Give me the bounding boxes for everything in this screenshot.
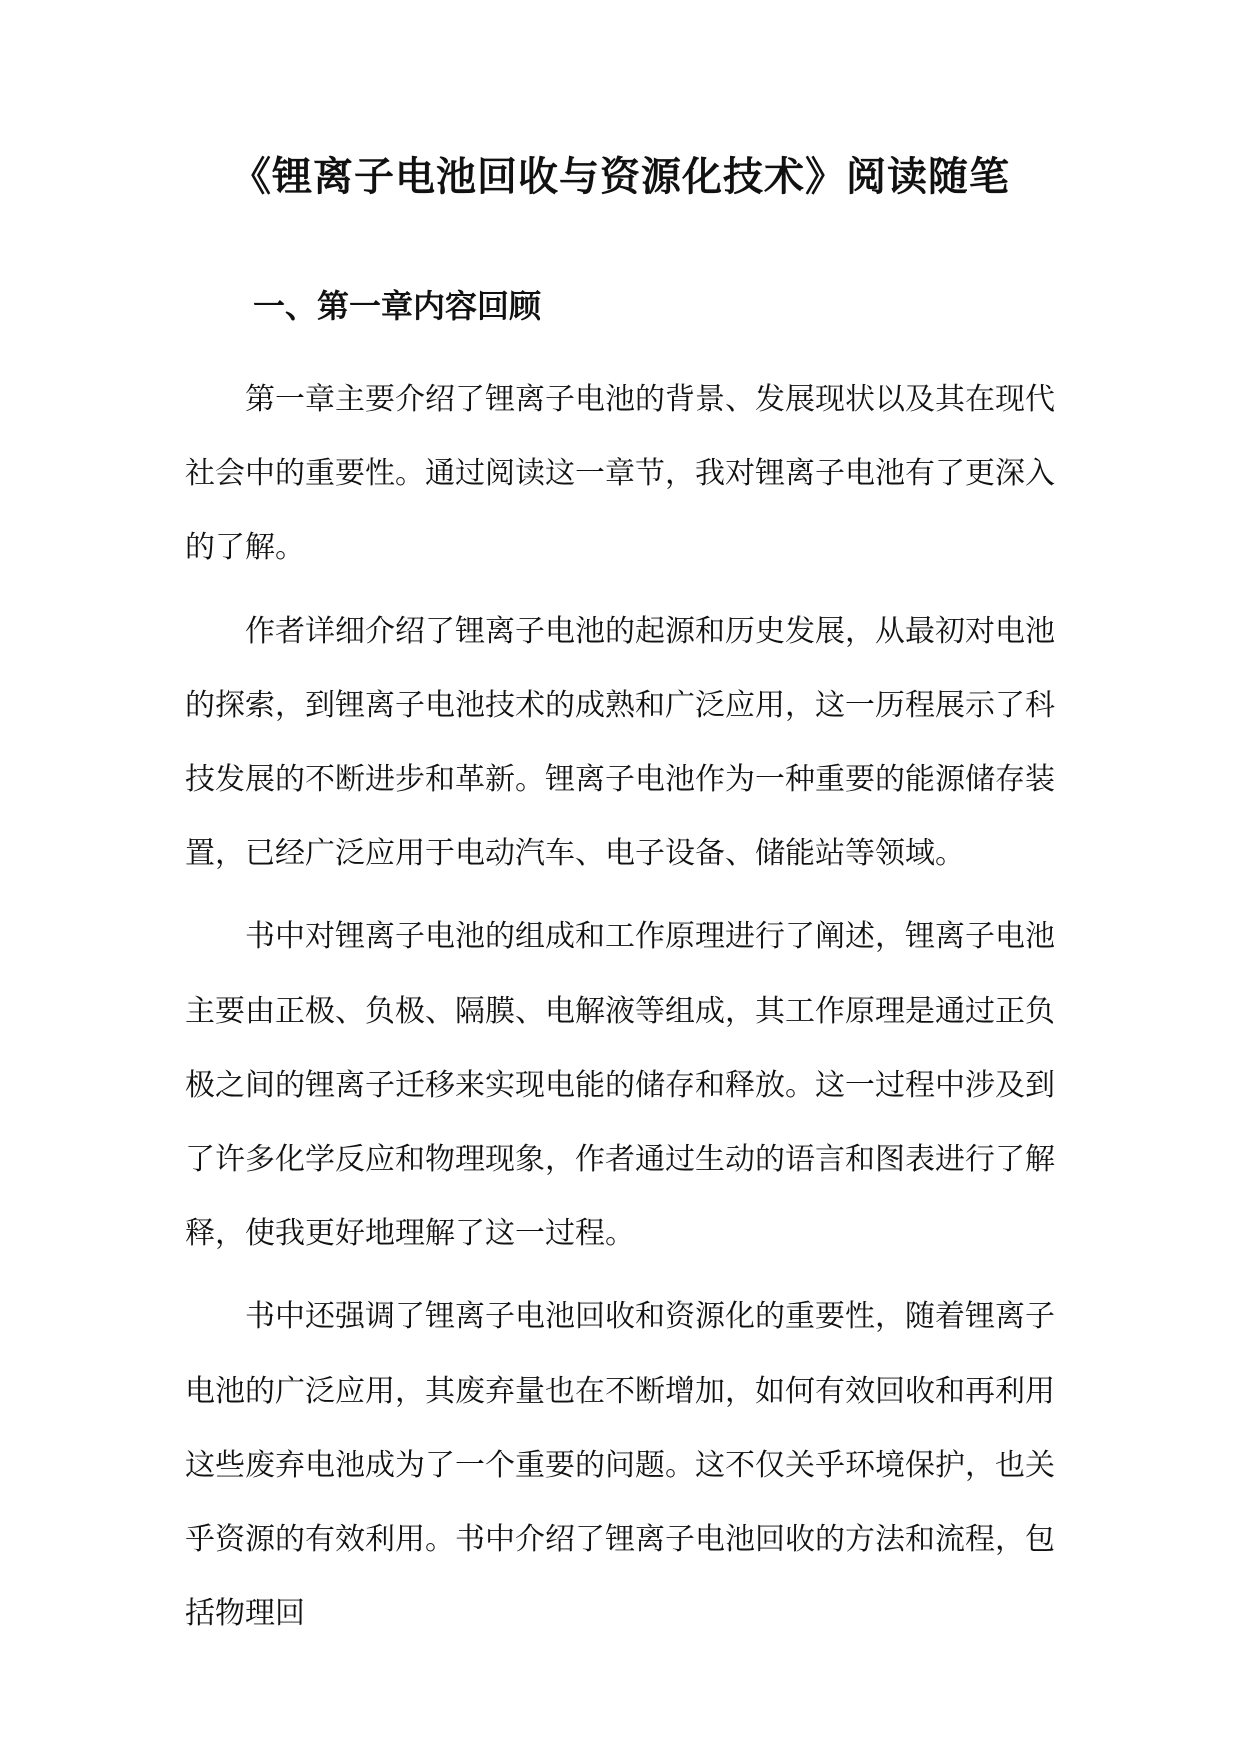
paragraph: 书中对锂离子电池的组成和工作原理进行了阐述，锂离子电池主要由正极、负极、隔膜、电解液等组成，其工作原理是通过正负极之间的锂离子迁移来实现电能的储存和释放。这一过程中涉及到了许多化学反应和物理现象，作者通过生动的语言和图表进行了解释，使我更好地理解了这一过程。: [185, 919, 1055, 1252]
paragraph: 书中还强调了锂离子电池回收和资源化的重要性，随着锂离子电池的广泛应用，其废弃量也在不断增加，如何有效回收和再利用这些废弃电池成为了一个重要的问题。这不仅关乎环境保护，也关乎资源的有效利用。书中介绍了锂离子电池回收的方法和流程，包括物理回: [185, 1299, 1055, 1632]
document-title: 《锂离子电池回收与资源化技术》阅读随笔: [231, 153, 1010, 200]
paragraph: 作者详细介绍了锂离子电池的起源和历史发展，从最初对电池的探索，到锂离子电池技术的成熟和广泛应用，这一历程展示了科技发展的不断进步和革新。锂离子电池作为一种重要的能源储存装置，已经广泛应用于电动汽车、电子设备、储能站等领域。: [185, 613, 1055, 872]
paragraph: 第一章主要介绍了锂离子电池的背景、发展现状以及其在现代社会中的重要性。通过阅读这一章节，我对锂离子电池有了更深入的了解。: [185, 382, 1055, 566]
section-heading: 一、第一章内容回顾: [253, 287, 542, 325]
body-text: [185, 363, 1055, 1660]
